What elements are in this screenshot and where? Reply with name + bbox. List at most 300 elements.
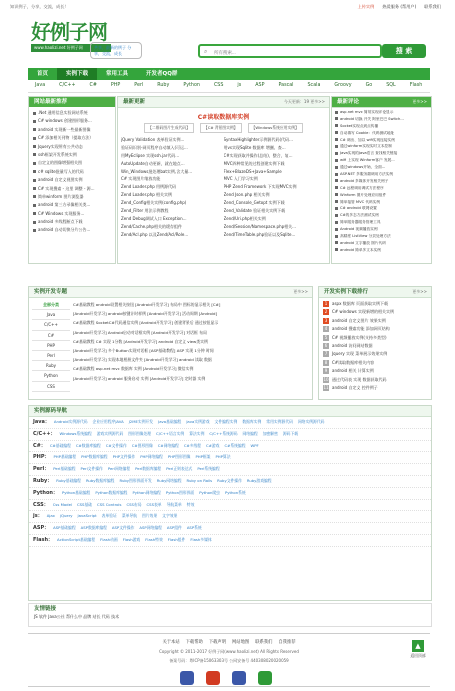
category-link[interactable]: C#多线程 xyxy=(183,442,202,448)
category-tab[interactable]: PHP xyxy=(32,341,70,351)
list-item[interactable] xyxy=(33,226,111,234)
subnav-item[interactable]: Groovy xyxy=(334,83,352,88)
category-link[interactable]: C/C++语言实例 xyxy=(156,430,185,436)
list-item-label: Winform 图片处理应用组件 xyxy=(340,192,387,197)
mascot-icon xyxy=(232,671,246,685)
subnav-item[interactable]: Flash xyxy=(409,83,423,88)
ranking-row[interactable] xyxy=(323,359,427,367)
list-item[interactable]: Zend_Validate 验证相关实例下载 xyxy=(223,208,286,214)
ranking-label: C# 视频播放实例(支持多类型) xyxy=(332,334,387,340)
category-link[interactable]: Perl数据库编程 xyxy=(135,466,162,472)
category-link[interactable]: ASP文件操作 xyxy=(111,525,135,531)
tutorial-row[interactable]: [Android开发学习] android 服务启动 实例 [Android开发学习] 定时器 实例 xyxy=(73,375,206,381)
list-item[interactable] xyxy=(335,164,428,171)
list-item[interactable] xyxy=(335,247,428,254)
bullet-icon xyxy=(33,212,36,215)
category-tab[interactable]: C# xyxy=(32,331,70,341)
category-link[interactable]: Python系统 xyxy=(224,489,246,495)
category-link[interactable]: C#图形图像 xyxy=(131,442,153,448)
footer-recommend[interactable]: 自我推荐 xyxy=(278,640,296,645)
category-link[interactable]: Ruby基础编程 xyxy=(56,477,81,483)
list-item[interactable] xyxy=(335,178,428,185)
category-link[interactable]: 文件编程实例 xyxy=(214,419,238,424)
ranking-row[interactable] xyxy=(323,325,427,333)
list-item[interactable] xyxy=(33,185,111,193)
list-item[interactable] xyxy=(335,219,428,226)
tutorial-row[interactable]: C#基础教程 asp.net mvc 数据库 实例 [Android开发学习] 微信实例 xyxy=(73,366,194,372)
nav-home[interactable]: 首页 xyxy=(37,71,49,77)
category-link[interactable]: 菜单导航 xyxy=(121,513,137,519)
category-link[interactable]: Flash动画 xyxy=(100,536,118,542)
category-link[interactable]: 网络实例源代码 xyxy=(297,419,325,424)
ranking-row[interactable] xyxy=(323,350,427,358)
back-to-top-label: 返回顶部 xyxy=(410,653,426,658)
back-to-top-button[interactable] xyxy=(410,640,426,659)
contact-link[interactable]: 联系我们 xyxy=(424,4,441,9)
category-name[interactable]: Flash： xyxy=(33,536,54,543)
list-item[interactable] xyxy=(33,159,111,167)
list-item[interactable]: Zend Loader.php 用例源代码 xyxy=(121,184,177,190)
footer-links xyxy=(28,639,430,645)
bullet-icon xyxy=(33,195,36,198)
list-item[interactable] xyxy=(335,226,428,233)
list-item-label: C# Windows 实现服务... xyxy=(38,210,85,216)
list-item[interactable]: 用MyEclipse 实现ssh.jar代码... xyxy=(121,152,180,158)
category-link[interactable]: Java实例游戏 xyxy=(186,419,210,424)
list-item[interactable] xyxy=(335,212,428,219)
list-item[interactable]: Zend/Session/Namespace.php相关... xyxy=(223,223,296,229)
category-link[interactable]: WPF xyxy=(250,442,259,448)
category-link[interactable]: Python爬虫 xyxy=(199,489,220,495)
panel-title-text: 开发实例下载排行 xyxy=(324,289,369,295)
category-link[interactable]: PHP图形图像 xyxy=(167,454,191,460)
list-item[interactable]: MVC 入门学习实例 xyxy=(223,176,258,182)
footer-statement[interactable]: 下载声明 xyxy=(208,640,226,645)
headline[interactable]: C#读取数据库实例 xyxy=(197,114,250,121)
tutorial-row[interactable]: [Android开发学习] android按键计时样例 [Android开发学习] 活动周期 [Android] xyxy=(73,311,217,317)
category-link[interactable]: C#数据库编程 xyxy=(75,442,101,448)
category-link[interactable]: 表单验证 xyxy=(101,513,117,519)
category-tab[interactable]: Perl xyxy=(32,351,70,361)
search-input[interactable] xyxy=(212,47,381,58)
list-item[interactable] xyxy=(335,233,428,240)
list-item[interactable]: Zend Json.php 相关实例 xyxy=(223,192,270,198)
tutorial-row[interactable]: [Android开发学习] 实现本地相册文件夹 [Android开发学习] android 读取 数据 xyxy=(73,357,212,363)
rank-number: 8 xyxy=(324,359,328,365)
category-link[interactable]: C#游戏 xyxy=(206,442,220,448)
footer-sitemap[interactable]: 网站地图 xyxy=(232,640,250,645)
rank-number: 5 xyxy=(324,334,328,340)
list-item[interactable]: Zend/Acl.php 以及Zend/Acl/Role... xyxy=(121,231,189,237)
category-link[interactable]: ASP基础编程 xyxy=(53,525,76,531)
bullet-icon xyxy=(33,145,36,148)
category-name[interactable]: Perl： xyxy=(33,466,50,473)
bullet-icon xyxy=(33,221,36,224)
category-link[interactable]: Python网络编程 xyxy=(132,489,161,495)
subnav-item[interactable]: CSS xyxy=(213,83,224,88)
category-link[interactable]: CSS基础 xyxy=(76,501,93,507)
ranking-label: C#读取数据库相关内容 xyxy=(332,359,375,365)
list-item-label: 通过windows开始，全面... xyxy=(340,165,386,170)
category-link[interactable]: PHP数据库编程 xyxy=(81,454,108,460)
category-tab[interactable]: Ruby xyxy=(32,361,70,371)
list-item-label: ssh框架开发系统实例 xyxy=(38,151,77,157)
bullet-icon xyxy=(335,124,338,127)
category-link[interactable]: J2ME实例开发 xyxy=(128,419,154,424)
category-link[interactable]: 游戏实例源代码 xyxy=(96,430,124,436)
nav-downloads[interactable]: 实例下载 xyxy=(57,68,97,80)
list-item[interactable] xyxy=(33,210,111,218)
category-row xyxy=(29,464,431,476)
list-item[interactable]: Zend_Config相关实例(config.php) xyxy=(121,200,187,206)
ranking-row[interactable] xyxy=(323,308,427,316)
category-link[interactable]: jQuery xyxy=(59,513,73,519)
list-item[interactable]: Win_Windows批处理bat实例,含大量... xyxy=(121,168,193,174)
tutorial-row[interactable]: C#基础教程 android设置相关按钮 [Android开发学习] 布局中 图标的显示相关 [C#] xyxy=(73,302,221,307)
mascot-icon xyxy=(206,671,220,685)
list-item[interactable]: 用vs实现Sqlite 数据库 增删、查... xyxy=(223,144,286,150)
category-link[interactable]: Python图形界面 xyxy=(165,489,195,495)
category-name[interactable]: Ruby： xyxy=(33,477,53,484)
list-item[interactable]: Zend_Filter 用法示例教程 xyxy=(121,208,169,214)
category-link[interactable]: 企业应用程序JAVA xyxy=(92,419,124,424)
tab-qrcode[interactable]: 【二维码图片生成代码】 xyxy=(144,123,194,133)
subnav-item[interactable]: SQL xyxy=(386,83,396,88)
list-item[interactable] xyxy=(335,205,428,212)
list-item[interactable] xyxy=(335,185,428,192)
category-link[interactable]: Perl正则表达式 xyxy=(166,466,193,472)
category-link[interactable]: Java基础编程 xyxy=(158,419,182,424)
nav-qq-group[interactable]: 开发者QQ群 xyxy=(146,71,178,77)
category-link[interactable]: CSS Controls xyxy=(97,501,122,507)
upload-link[interactable]: 上传实例 xyxy=(357,4,375,9)
ranking-panel xyxy=(318,286,432,400)
list-item[interactable] xyxy=(33,193,111,201)
search-box[interactable] xyxy=(198,44,382,58)
category-link[interactable]: Flash特效 xyxy=(145,536,163,542)
more-link[interactable]: 更多>> xyxy=(412,99,427,104)
subnav-item[interactable]: Pascal xyxy=(278,83,294,88)
ranking-label: android 自定义 控件例子 xyxy=(332,384,378,390)
category-link[interactable]: Android实例源代码 xyxy=(53,419,88,424)
list-item[interactable]: Zend_Console_Getopt 实例下载 xyxy=(223,200,285,206)
category-link[interactable]: Css Model xyxy=(52,501,72,507)
ranking-row[interactable] xyxy=(323,334,427,342)
category-name[interactable]: CSS： xyxy=(33,501,49,508)
category-link[interactable]: CSS布局 xyxy=(126,501,142,507)
list-item-label: C# 添加相关刊物（提取方法） xyxy=(38,135,94,141)
category-link[interactable]: PHP基础编程 xyxy=(53,454,77,460)
list-item[interactable] xyxy=(335,199,428,206)
category-link[interactable]: Python数据库编程 xyxy=(95,489,128,495)
category-tab[interactable]: C/C++ xyxy=(32,320,70,330)
list-item[interactable] xyxy=(33,117,111,125)
subnav-item[interactable]: Ruby xyxy=(157,83,170,88)
list-item-label: C# windows 创建图形服务... xyxy=(38,118,92,124)
top-bar xyxy=(0,0,455,18)
list-item[interactable] xyxy=(335,150,428,157)
subnav-item[interactable]: js xyxy=(237,83,242,88)
ranking-label: android 访问网站数据 xyxy=(332,342,373,348)
list-item[interactable] xyxy=(335,130,428,137)
list-item[interactable] xyxy=(335,192,428,199)
list-item[interactable] xyxy=(335,123,428,130)
category-name[interactable]: Python： xyxy=(33,489,58,496)
category-link[interactable]: 图片效果 xyxy=(141,513,158,519)
subnav-item[interactable]: Python xyxy=(183,83,200,88)
list-item-label: C#的多态方法测试实例 xyxy=(340,213,379,218)
latest-list xyxy=(118,136,329,239)
category-link[interactable]: Flash组件 xyxy=(167,536,186,542)
list-item[interactable]: Zend Loader.php 相关实例 xyxy=(121,192,173,198)
category-link[interactable]: ASP系统 xyxy=(186,525,202,531)
ranking-row[interactable] xyxy=(323,367,427,375)
list-item[interactable] xyxy=(335,137,428,144)
list-item[interactable] xyxy=(33,168,111,176)
rank-number: 11 xyxy=(323,384,329,390)
category-link[interactable]: Ruby文件操作 xyxy=(217,477,242,483)
logo-subtitle: www.haolizi.net 好例子网 xyxy=(31,44,111,52)
subnav-item[interactable]: PHP xyxy=(110,83,121,88)
category-row xyxy=(29,523,431,535)
category-tab[interactable]: CSS xyxy=(32,382,70,392)
list-item-label: Socket实现点到点传播 xyxy=(340,123,379,128)
category-link[interactable]: C/C++系统源码 xyxy=(209,430,238,436)
category-link[interactable]: PHP文件操作 xyxy=(112,454,136,460)
category-link[interactable]: C#基础编程 xyxy=(49,442,71,448)
list-item-label: android 第三方录像相关类... xyxy=(38,202,91,208)
list-item[interactable] xyxy=(33,126,111,134)
tutorial-row[interactable]: [Android开发学习] Android启动对话框实例 [Android开发学习] 对话框 布局 xyxy=(73,329,207,335)
list-item-label: 简单winform 图片浏览器 xyxy=(38,193,84,199)
bullet-icon xyxy=(33,120,36,123)
list-item[interactable] xyxy=(33,218,111,226)
bullet-icon xyxy=(335,152,338,155)
list-item[interactable] xyxy=(33,134,111,142)
category-link[interactable]: PHP算法 xyxy=(215,454,231,460)
bullet-icon xyxy=(33,187,36,190)
help-link[interactable]: 热爱服务 (帮用户) xyxy=(382,4,417,9)
list-item[interactable] xyxy=(33,201,111,209)
category-name[interactable]: js： xyxy=(33,513,43,520)
list-item[interactable]: C# 实现图片缩放功能 xyxy=(121,176,161,182)
panel-title-text: 最新更新 xyxy=(123,99,146,105)
category-row xyxy=(29,476,431,488)
category-link[interactable]: CSS表单 xyxy=(146,501,162,507)
top-links xyxy=(358,4,441,10)
rank-number: 7 xyxy=(324,351,328,357)
ranking-label: C# windows 实现新增的相关实例 xyxy=(332,309,394,315)
bullet-icon xyxy=(33,179,36,182)
list-item[interactable] xyxy=(335,171,428,178)
bullet-icon xyxy=(335,138,338,141)
logo-title: 好例子网 xyxy=(31,20,107,44)
category-tab[interactable]: Java xyxy=(32,310,70,320)
category-name[interactable]: C/C++： xyxy=(33,430,56,437)
category-link[interactable]: Flash游戏 xyxy=(122,536,141,542)
category-tab[interactable]: Python xyxy=(32,371,70,381)
category-link[interactable]: Ajax xyxy=(46,513,55,519)
latest-col-1 xyxy=(121,136,224,239)
panel-title xyxy=(332,97,431,108)
category-link[interactable]: 文字效果 xyxy=(162,513,178,519)
tutorial-row[interactable]: C#基础教程 SocketC#代码通信实例 [Android开发学习] 创建背景后 通过按钮显示 xyxy=(73,320,219,326)
category-name[interactable]: C#： xyxy=(33,442,46,449)
category-link[interactable]: 算法实例 xyxy=(189,430,205,436)
category-row xyxy=(29,500,431,512)
more-link[interactable]: 更多>> xyxy=(293,289,308,294)
list-item[interactable] xyxy=(335,157,428,164)
category-link[interactable]: C#网络编程 xyxy=(157,442,179,448)
category-link[interactable]: 源码下载 xyxy=(282,430,299,436)
rank-number: 1 xyxy=(324,301,328,306)
category-link[interactable]: ASP网络编程 xyxy=(139,525,162,531)
category-link[interactable]: ASP组件 xyxy=(166,525,182,531)
list-item[interactable]: 验证码识别-网页程序自动填入(可运... xyxy=(121,144,188,150)
rank-number: 4 xyxy=(324,326,328,332)
more-link[interactable]: 今天更新：19 更多>> xyxy=(283,99,325,104)
category-link[interactable]: PHP框架 xyxy=(195,454,211,460)
list-item[interactable] xyxy=(33,143,111,151)
ranking-label: android 自定义图片 效果实例 xyxy=(332,317,386,323)
ranking-row[interactable] xyxy=(323,342,427,350)
ranking-row[interactable] xyxy=(323,384,427,392)
category-link[interactable]: JavaScript xyxy=(77,513,97,519)
nav-tools[interactable]: 常用工具 xyxy=(106,71,129,77)
list-item[interactable]: PHP Zend Framework 下实现MVC实例 xyxy=(223,184,297,190)
list-item[interactable]: MVC四种常见的过程创建实例下载 xyxy=(223,160,285,166)
list-item[interactable] xyxy=(33,109,111,117)
bullet-icon xyxy=(33,204,36,207)
category-link[interactable]: Perl网络编程 xyxy=(107,466,131,472)
category-link[interactable]: ASP数据库编程 xyxy=(80,525,107,531)
list-item[interactable]: Zend/Uri.php相关实例 xyxy=(223,215,266,221)
recommend-list xyxy=(29,107,115,237)
list-item[interactable]: Zend/TimeTable.php验证以及Sqlite... xyxy=(223,231,296,237)
bullet-icon xyxy=(33,137,36,140)
category-rows xyxy=(29,417,431,547)
category-name[interactable]: ASP： xyxy=(33,525,50,532)
category-name[interactable]: PHP： xyxy=(33,454,50,461)
search-icon: ⌕ xyxy=(204,48,208,55)
tab-windows[interactable]: 【Windows系统应用实例】 xyxy=(248,123,303,133)
list-item[interactable]: Zend Debug调试入口 Exception... xyxy=(121,215,187,221)
bullet-icon xyxy=(33,162,36,165)
category-link[interactable]: Perl文件操作 xyxy=(80,466,103,472)
bullet-icon xyxy=(335,159,338,162)
more-link[interactable]: 更多>> xyxy=(412,289,427,294)
list-item[interactable] xyxy=(335,116,428,123)
list-item-label: C# android 联网设置 xyxy=(340,206,377,211)
subnav-item[interactable]: Scala xyxy=(307,83,321,88)
list-item[interactable] xyxy=(335,240,428,247)
subnav-item[interactable]: Perl xyxy=(134,83,144,88)
list-item[interactable]: AutoUpdate自动更新，就在地点... xyxy=(121,160,185,166)
list-item[interactable] xyxy=(335,109,428,116)
list-item[interactable] xyxy=(33,151,111,159)
list-item[interactable] xyxy=(33,176,111,184)
footer-contact[interactable]: 联系我们 xyxy=(255,640,273,645)
panel-title-text: 实例开发专题 xyxy=(34,289,68,295)
category-name[interactable]: Java： xyxy=(33,419,50,425)
ranking-label: aspx 数据库 页面获取实例下载 xyxy=(332,301,388,306)
rank-number: 10 xyxy=(323,376,329,382)
bottom-divider xyxy=(28,686,430,691)
category-row xyxy=(29,511,431,523)
list-item[interactable]: Flex+BlazeDS+Java+Sample xyxy=(223,168,282,174)
category-link[interactable]: 导航菜单 xyxy=(166,501,182,507)
category-row xyxy=(29,441,431,453)
list-item[interactable]: jQuery Validation 表单验证实例... xyxy=(121,137,185,142)
list-item-label: android 切换 开关 阿里巴巴 Switch... xyxy=(340,116,404,121)
category-link[interactable]: Ruby图形界面开发 xyxy=(119,477,152,483)
category-link[interactable]: Flash多媒体 xyxy=(190,536,212,542)
category-link[interactable]: Ruby on Rails xyxy=(186,477,213,483)
category-link[interactable]: C#文件操作 xyxy=(105,442,127,448)
panel-title: 网站最新推荐 xyxy=(29,97,115,107)
bullet-icon xyxy=(335,228,338,231)
category-link[interactable]: Perl基础编程 xyxy=(53,466,76,472)
ranking-row[interactable] xyxy=(323,376,427,384)
list-item[interactable]: SyntaxHighlighter示例源代码(代码... xyxy=(223,137,293,142)
category-row xyxy=(29,429,431,441)
category-link[interactable]: 常用实例源代码 xyxy=(266,419,293,424)
category-tab[interactable]: 全部分类 xyxy=(32,300,70,310)
category-link[interactable]: Ruby游戏编程 xyxy=(246,477,272,483)
friend-links[interactable]: JS 软件 Java公社 帮什么中 品牌 站长 代码 技术 xyxy=(34,614,120,619)
subnav-item[interactable]: Java xyxy=(35,83,46,88)
category-link[interactable]: Ruby网络编程 xyxy=(156,477,182,483)
tutorial-list xyxy=(73,300,309,383)
subnav-item[interactable]: C# xyxy=(89,83,97,88)
footer-help[interactable]: 下载帮助 xyxy=(185,640,203,645)
bullet-icon xyxy=(335,214,338,217)
subnav-item[interactable]: Go xyxy=(365,83,373,88)
category-link[interactable]: PHP网络编程 xyxy=(140,454,163,460)
tab-background[interactable]: 【C# 背景图实例】 xyxy=(200,123,242,133)
category-link[interactable]: ActionScript基础编程 xyxy=(57,536,96,542)
up-arrow-icon: ▲ xyxy=(412,640,424,652)
list-item-label: 自定义的图像增强相关图 xyxy=(38,160,82,166)
recommend-panel xyxy=(28,96,116,264)
category-link[interactable]: 数据库实例 xyxy=(242,419,262,424)
list-item[interactable]: C#实现获取并操作(总结)，整合，复... xyxy=(223,152,293,158)
list-item-label: c# sqlite批量写入的代码 xyxy=(38,168,84,174)
subnav-item[interactable]: C/C++ xyxy=(59,83,76,88)
rank-number: 3 xyxy=(324,317,328,323)
list-item-label: C# 调出、加以 wifi实现连接实例 xyxy=(340,137,395,142)
category-link[interactable]: 加密解密 xyxy=(262,430,278,436)
category-link[interactable]: Perl系统编程 xyxy=(197,466,220,472)
search-button[interactable]: 搜 索 xyxy=(382,44,426,58)
category-link[interactable]: 网络编程 xyxy=(242,430,258,436)
category-link[interactable]: 图形图像处理 xyxy=(128,430,152,436)
tutorial-row[interactable]: C#基础教程 C# 实现 1分数 [Android开发学习] android 自定义 view类实例 xyxy=(73,338,208,344)
category-link[interactable]: Windows系统编程 xyxy=(59,430,92,436)
tutorial-row[interactable]: [Android开发学习] 多个Button实现对话框 [ASP基础教程] ASP 实现 1分钟 时间 xyxy=(73,347,214,353)
category-link[interactable]: 特效 xyxy=(186,501,195,507)
category-link[interactable]: Ruby数据库编程 xyxy=(85,477,115,483)
footer-about[interactable]: 关于本站 xyxy=(162,640,180,645)
list-item[interactable]: Zend/Cache.php相关的缓存组件 xyxy=(121,223,182,229)
ranking-row[interactable] xyxy=(323,317,427,325)
category-link[interactable]: Python基础编程 xyxy=(61,489,91,495)
bullet-icon xyxy=(335,207,338,210)
ranking-row[interactable] xyxy=(323,300,427,308)
list-item[interactable] xyxy=(335,143,428,150)
category-link[interactable]: C#系统编程 xyxy=(224,442,246,448)
subnav-item[interactable]: ASP xyxy=(255,83,265,88)
